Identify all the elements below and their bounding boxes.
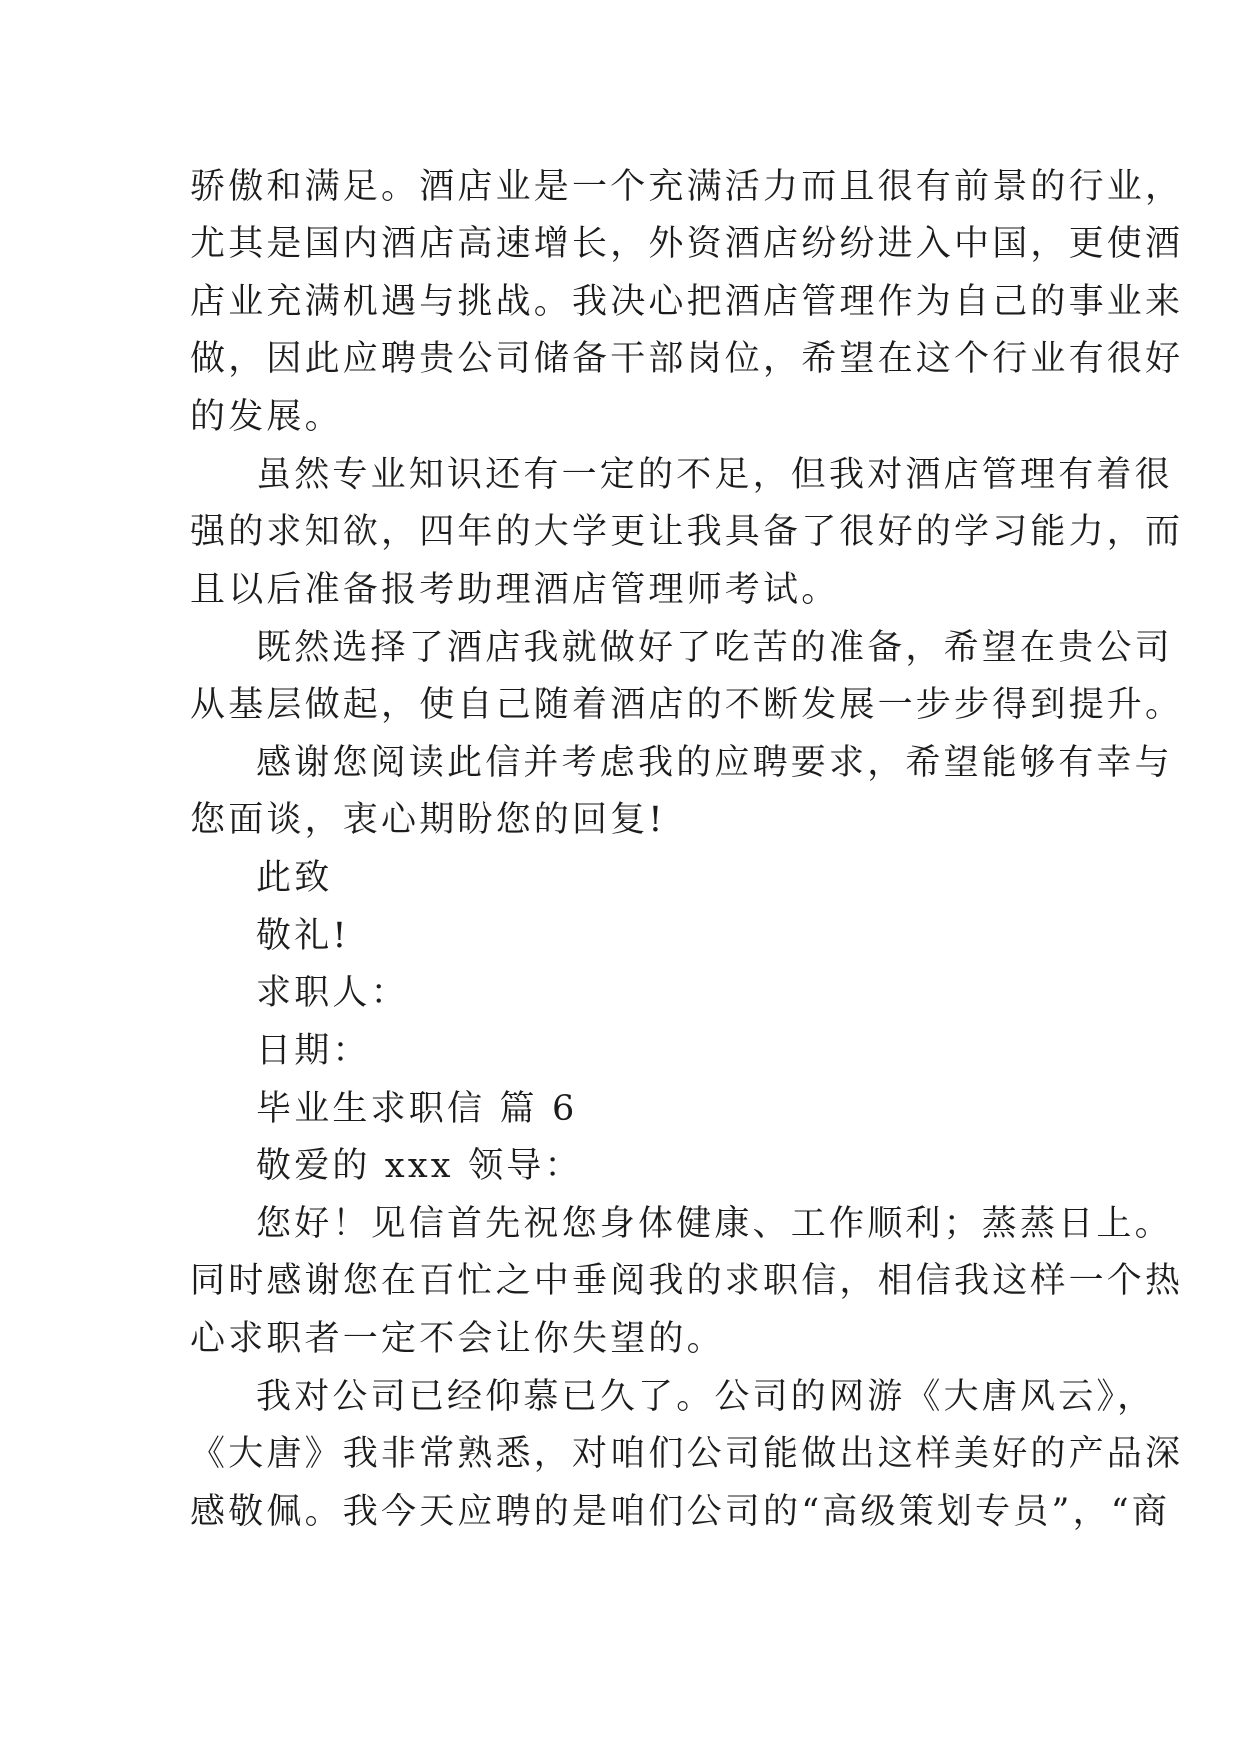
text-line: 强的求知欲，四年的大学更让我具备了很好的学习能力，而 (190, 512, 1184, 552)
text-line: 且以后准备报考助理酒店管理师考试。 (190, 570, 840, 610)
text-line: 我对公司已经仰慕已久了。公司的网游《大唐风云》， (256, 1377, 1156, 1417)
text-line: 感谢您阅读此信并考虑我的应聘要求，希望能够有幸与 (256, 743, 1173, 783)
section-heading: 毕业生求职信 篇 6 (256, 1089, 578, 1129)
text-line: 同时感谢您在百忙之中垂阅我的求职信，相信我这样一个热 (190, 1261, 1184, 1301)
text-line: 店业充满机遇与挑战。我决心把酒店管理作为自己的事业来 (190, 282, 1184, 322)
salutation-line: 敬礼! (256, 916, 350, 956)
text-line: 您好！见信首先祝您身体健康、工作顺利；蒸蒸日上。 (256, 1204, 1173, 1244)
text-line: 的发展。 (190, 397, 343, 437)
date-line: 日期： (256, 1031, 371, 1071)
greeting-line: 敬爱的 xxx 领导： (256, 1146, 583, 1186)
text-line: 既然选择了酒店我就做好了吃苦的准备，希望在贵公司 (256, 628, 1173, 668)
text-line: 心求职者一定不会让你失望的。 (190, 1319, 725, 1359)
text-line: 您面谈，衷心期盼您的回复! (190, 800, 666, 840)
text-line: 从基层做起，使自己随着酒店的不断发展一步步得到提升。 (190, 685, 1184, 725)
text-line: 虽然专业知识还有一定的不足，但我对酒店管理有着很 (256, 455, 1173, 495)
text-line: 《大唐》我非常熟悉，对咱们公司能做出这样美好的产品深 (190, 1434, 1184, 1474)
text-line: 骄傲和满足。酒店业是一个充满活力而且很有前景的行业， (190, 167, 1184, 207)
text-line: 尤其是国内酒店高速增长，外资酒店纷纷进入中国，更使酒 (190, 224, 1184, 264)
text-line: 做，因此应聘贵公司储备干部岗位，希望在这个行业有很好 (190, 339, 1184, 379)
text-line: 感敬佩。我今天应聘的是咱们公司的“高级策划专员”，“商 (190, 1492, 1171, 1532)
closing-line: 此致 (256, 858, 333, 898)
applicant-line: 求职人： (256, 973, 409, 1013)
